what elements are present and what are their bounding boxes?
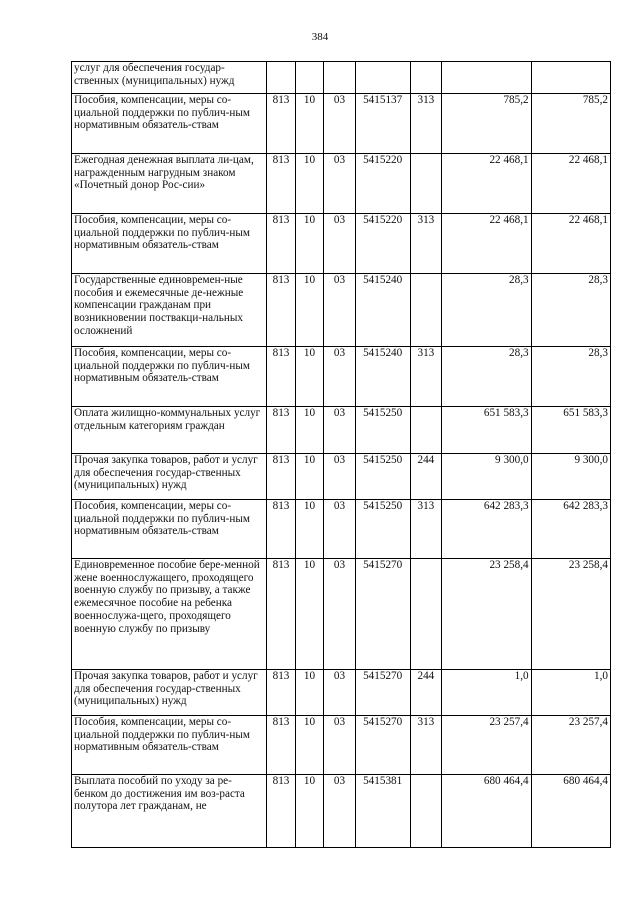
table-row — [72, 154, 611, 214]
cell-amount-1: 1,0 — [442, 670, 531, 716]
cell-amount-2: 680 464,4 — [531, 775, 610, 848]
cell-amount-1: 9 300,0 — [442, 454, 531, 500]
cell-expense-type — [410, 154, 442, 214]
cell-subsection: 03 — [324, 559, 356, 670]
cell-grbs: 813 — [267, 347, 295, 407]
cell-grbs: 813 — [267, 454, 295, 500]
cell-amount-2: 22 468,1 — [531, 154, 610, 214]
cell-amount-1: 651 583,3 — [442, 407, 531, 454]
budget-table — [71, 61, 611, 848]
cell-amount-1: 22 468,1 — [442, 214, 531, 274]
cell-section: 10 — [295, 559, 323, 670]
cell-item-name: Единовременное пособие бере-менной жене военнослужащего, проходящего военную службу по призыву, а также ежемесячное пособие на ребенка военнослужа-щего, проходящего военную службу по призыву — [72, 559, 267, 670]
table-row — [72, 716, 611, 775]
cell-target-article: 5415250 — [355, 500, 410, 559]
cell-amount-1: 23 258,4 — [442, 559, 531, 670]
table-row — [72, 670, 611, 716]
cell-subsection: 03 — [324, 775, 356, 848]
cell-amount-2: 642 283,3 — [531, 500, 610, 559]
cell-amount-2: 785,2 — [531, 94, 610, 154]
cell-subsection: 03 — [324, 274, 356, 347]
cell-subsection: 03 — [324, 454, 356, 500]
table-row — [72, 347, 611, 407]
cell-target-article: 5415220 — [355, 154, 410, 214]
cell-amount-2: 651 583,3 — [531, 407, 610, 454]
cell-item-name: Пособия, компенсации, меры со-циальной поддержки по публич-ным нормативным обязатель-ствам — [72, 214, 267, 274]
table-row — [72, 775, 611, 848]
cell-expense-type — [410, 274, 442, 347]
table-row — [72, 214, 611, 274]
cell-subsection: 03 — [324, 500, 356, 559]
table-row — [72, 407, 611, 454]
cell-grbs: 813 — [267, 716, 295, 775]
cell-subsection: 03 — [324, 407, 356, 454]
cell-section — [295, 62, 323, 94]
cell-section: 10 — [295, 500, 323, 559]
cell-section: 10 — [295, 214, 323, 274]
cell-target-article: 5415381 — [355, 775, 410, 848]
cell-amount-2: 23 258,4 — [531, 559, 610, 670]
table-row — [72, 454, 611, 500]
table-row — [72, 94, 611, 154]
cell-expense-type — [410, 775, 442, 848]
cell-target-article: 5415240 — [355, 347, 410, 407]
cell-amount-2: 9 300,0 — [531, 454, 610, 500]
cell-subsection: 03 — [324, 716, 356, 775]
cell-amount-2 — [531, 62, 610, 94]
cell-amount-1: 22 468,1 — [442, 154, 531, 214]
cell-grbs: 813 — [267, 670, 295, 716]
cell-section: 10 — [295, 454, 323, 500]
cell-target-article: 5415137 — [355, 94, 410, 154]
cell-amount-2: 22 468,1 — [531, 214, 610, 274]
cell-expense-type: 244 — [410, 670, 442, 716]
cell-target-article: 5415220 — [355, 214, 410, 274]
table-row — [72, 62, 611, 94]
cell-item-name: Пособия, компенсации, меры со-циальной поддержки по публич-ным нормативным обязатель-ствам — [72, 500, 267, 559]
cell-section: 10 — [295, 347, 323, 407]
cell-grbs: 813 — [267, 775, 295, 848]
cell-section: 10 — [295, 407, 323, 454]
cell-grbs: 813 — [267, 94, 295, 154]
cell-target-article: 5415270 — [355, 670, 410, 716]
cell-grbs: 813 — [267, 407, 295, 454]
cell-grbs: 813 — [267, 274, 295, 347]
cell-item-name: Выплата пособий по уходу за ре-бенком до достижения им воз-раста полутора лет гражданам, не — [72, 775, 267, 848]
cell-amount-1: 23 257,4 — [442, 716, 531, 775]
cell-section: 10 — [295, 94, 323, 154]
cell-target-article: 5415250 — [355, 454, 410, 500]
cell-amount-1: 680 464,4 — [442, 775, 531, 848]
cell-expense-type: 313 — [410, 94, 442, 154]
table-row — [72, 274, 611, 347]
cell-item-name: Прочая закупка товаров, работ и услуг для обеспечения государ-ственных (муниципальных) нужд — [72, 670, 267, 716]
cell-target-article: 5415270 — [355, 716, 410, 775]
cell-expense-type: 313 — [410, 347, 442, 407]
cell-subsection: 03 — [324, 94, 356, 154]
cell-section: 10 — [295, 716, 323, 775]
page-number: 384 — [311, 31, 329, 43]
cell-item-name: Ежегодная денежная выплата ли-цам, награжденным нагрудным знаком «Почетный донор Рос-сии» — [72, 154, 267, 214]
cell-subsection: 03 — [324, 347, 356, 407]
cell-section: 10 — [295, 775, 323, 848]
cell-expense-type: 313 — [410, 214, 442, 274]
cell-target-article: 5415270 — [355, 559, 410, 670]
cell-amount-2: 28,3 — [531, 274, 610, 347]
cell-amount-1: 785,2 — [442, 94, 531, 154]
cell-subsection: 03 — [324, 670, 356, 716]
cell-amount-2: 28,3 — [531, 347, 610, 407]
table-body — [72, 62, 611, 848]
cell-expense-type: 244 — [410, 454, 442, 500]
cell-item-name: Пособия, компенсации, меры со-циальной поддержки по публич-ным нормативным обязатель-ствам — [72, 347, 267, 407]
cell-amount-2: 23 257,4 — [531, 716, 610, 775]
cell-grbs: 813 — [267, 500, 295, 559]
cell-grbs: 813 — [267, 214, 295, 274]
cell-item-name: Оплата жилищно-коммунальных услуг отдельным категориям граждан — [72, 407, 267, 454]
cell-item-name: Государственные единовремен-ные пособия и ежемесячные де-нежные компенсации гражданам при возникновении поствакци-нальных осложнений — [72, 274, 267, 347]
cell-amount-1: 28,3 — [442, 347, 531, 407]
cell-grbs: 813 — [267, 154, 295, 214]
cell-section: 10 — [295, 670, 323, 716]
cell-section: 10 — [295, 154, 323, 214]
cell-target-article — [355, 62, 410, 94]
cell-subsection — [324, 62, 356, 94]
cell-item-name: Пособия, компенсации, меры со-циальной поддержки по публич-ным нормативным обязатель-ствам — [72, 716, 267, 775]
table-row — [72, 500, 611, 559]
cell-expense-type — [410, 62, 442, 94]
cell-item-name: Прочая закупка товаров, работ и услуг для обеспечения государ-ственных (муниципальных) нужд — [72, 454, 267, 500]
cell-expense-type: 313 — [410, 716, 442, 775]
cell-item-name: Пособия, компенсации, меры со-циальной поддержки по публич-ным нормативным обязатель-ствам — [72, 94, 267, 154]
cell-amount-1: 28,3 — [442, 274, 531, 347]
cell-grbs: 813 — [267, 559, 295, 670]
cell-amount-1 — [442, 62, 531, 94]
table-row — [72, 559, 611, 670]
cell-target-article: 5415240 — [355, 274, 410, 347]
cell-target-article: 5415250 — [355, 407, 410, 454]
cell-item-name: услуг для обеспечения государ-ственных (муниципальных) нужд — [72, 62, 267, 94]
cell-amount-1: 642 283,3 — [442, 500, 531, 559]
cell-section: 10 — [295, 274, 323, 347]
cell-grbs — [267, 62, 295, 94]
cell-amount-2: 1,0 — [531, 670, 610, 716]
cell-expense-type: 313 — [410, 500, 442, 559]
cell-subsection: 03 — [324, 154, 356, 214]
cell-subsection: 03 — [324, 214, 356, 274]
cell-expense-type — [410, 407, 442, 454]
cell-expense-type — [410, 559, 442, 670]
